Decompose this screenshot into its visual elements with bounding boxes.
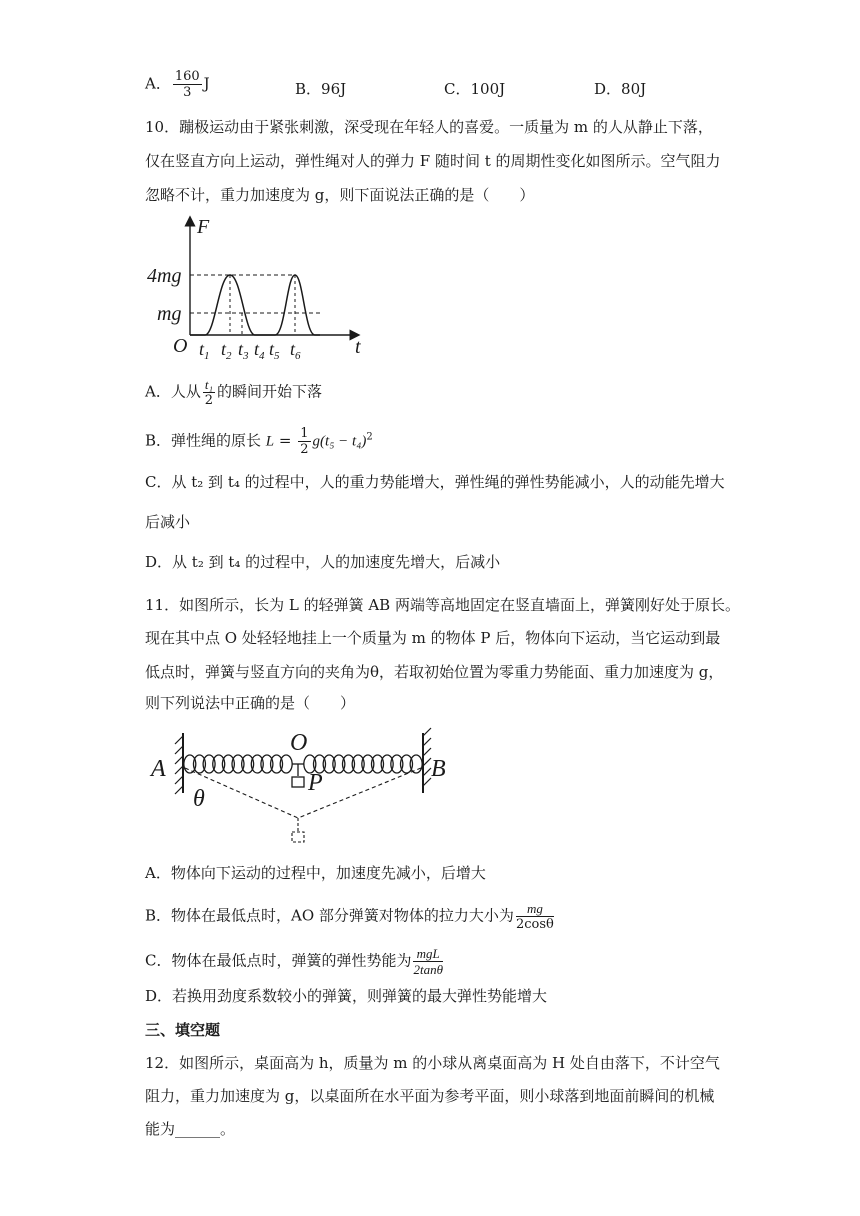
q10-option-b-fraction: [298, 427, 310, 456]
q11-option-b-pre: B．物体在最低点时，AO 部分弹簧对物体的拉力大小为: [145, 906, 514, 925]
q10-option-c-line-1[interactable]: C．从 t₂ 到 t₄ 的过程中，人的重力势能增大，弹性绳的弹性势能减小，人的动能先增大: [145, 473, 725, 491]
q11-label-theta: θ: [193, 786, 205, 812]
q10-graph-y-axis-label: F: [197, 216, 210, 238]
q11-left-wall-hatch: [175, 736, 183, 794]
q10-option-b[interactable]: [145, 427, 373, 456]
q11-label-p: P: [308, 770, 323, 796]
q10-graph-origin-label: O: [173, 335, 188, 357]
q10-graph-t4-label: $t_4$: [254, 339, 265, 362]
q10-option-b-square: 2: [366, 431, 373, 443]
q9-option-a-label: A．: [145, 74, 171, 93]
q11-option-d[interactable]: D．若换用劲度系数较小的弹簧，则弹簧的最大弹性势能增大: [145, 987, 548, 1005]
q10-graph-t5-label: $t_5$: [269, 339, 280, 362]
q9-option-d[interactable]: D．80J: [594, 80, 647, 98]
q11-option-c-pre: C．物体在最低点时，弹簧的弹性势能为: [145, 951, 412, 970]
q10-graph-x-axis-label: t: [355, 336, 361, 358]
q10-option-c-line-2: 后减小: [145, 513, 191, 531]
q9-option-c[interactable]: C．100J: [444, 80, 506, 98]
section-heading-fill-blank: 三、填空题: [145, 1021, 221, 1039]
q10-graph-mg-label: mg: [157, 303, 182, 325]
q10-graph-4mg-label: 4mg: [147, 265, 182, 287]
q11-option-c-numerator: mgL: [413, 947, 443, 962]
q11-option-c-denominator: 2tanθ: [413, 962, 443, 977]
q10-stem-line-2: 仅在竖直方向上运动，弹性绳对人的弹力 F 随时间 t 的周期性变化如图所示。空气阻力: [145, 152, 721, 170]
q10-graph-force-curve: [190, 275, 320, 335]
q10-option-b-denominator: 2: [300, 442, 309, 457]
q10-option-a-post: 的瞬间开始下落: [216, 382, 322, 401]
q11-stem-line-1: 11．如图所示，长为 L 的轻弹簧 AB 两端等高地固定在竖直墙面上，弹簧刚好处于原长。: [145, 596, 740, 614]
q10-stem-line-1: 10．蹦极运动由于紧张刺激，深受现在年轻人的喜爱。一质量为 m 的人从静止下落，: [145, 118, 713, 136]
q11-block-p: [292, 777, 304, 787]
q9-option-b[interactable]: B．96J: [295, 80, 347, 98]
q11-spring-figure: [145, 728, 465, 848]
q11-option-b-numerator: mg: [516, 902, 554, 917]
q10-option-a[interactable]: [145, 378, 322, 407]
q10-graph-t6-label: $t_6$: [290, 339, 301, 362]
q9-option-a[interactable]: [145, 70, 210, 99]
q11-label-a: A: [151, 756, 166, 782]
q10-option-d[interactable]: D．从 t₂ 到 t₄ 的过程中，人的加速度先增大，后减小: [145, 553, 501, 571]
q9-option-a-denominator: 3: [183, 85, 192, 100]
q12-stem-line-2: 阻力，重力加速度为 g，以桌面所在水平面为参考平面，则小球落到地面前瞬间的机械: [145, 1087, 715, 1105]
q11-right-wall-hatch: [423, 728, 431, 786]
q12-stem-line-3: 能为______。: [145, 1120, 236, 1138]
q9-option-a-unit: J: [203, 74, 210, 93]
q11-option-a[interactable]: A．物体向下运动的过程中，加速度先减小，后增大: [145, 864, 486, 882]
q10-option-a-pre: A．人从: [145, 382, 201, 401]
q10-option-a-denominator: 2: [204, 393, 214, 408]
q10-graph-t1-label: $t_1$: [199, 339, 210, 362]
q10-option-b-L: L: [265, 433, 275, 450]
q10-option-b-g: g: [312, 433, 321, 450]
q10-option-b-eq: =: [274, 431, 297, 450]
q10-force-time-graph: [145, 215, 375, 362]
q10-graph-t3-label: $t_3$: [238, 339, 249, 362]
q11-stem-line-2: 现在其中点 O 处轻轻地挂上一个质量为 m 的物体 P 后，物体向下运动，当它运动到最: [145, 629, 721, 647]
q9-option-a-fraction: [173, 70, 202, 99]
q10-option-a-fraction: [203, 378, 215, 407]
q10-option-b-numerator: 1: [300, 426, 309, 441]
q11-label-o: O: [290, 730, 308, 756]
q10-stem-line-3: 忽略不计，重力加速度为 g，则下面说法正确的是（ ）: [145, 186, 535, 204]
q10-graph-t2-label: $t_2$: [221, 339, 232, 362]
q11-stem-line-4: 则下列说法中正确的是（ ）: [145, 694, 356, 712]
q11-option-b-denominator: 2cosθ: [515, 917, 554, 932]
q11-option-b-fraction: [516, 902, 554, 931]
q9-option-a-numerator: 160: [174, 69, 200, 84]
q10-option-b-paren: (t₅ − t₄): [320, 433, 367, 450]
q12-stem-line-1: 12．如图所示，桌面高为 h，质量为 m 的小球从离桌面高为 H 处自由落下，不计空气: [145, 1054, 720, 1072]
q10-option-a-numerator: t₁: [204, 377, 213, 392]
q11-option-c[interactable]: [145, 947, 445, 976]
q11-dashed-block: [292, 832, 304, 842]
q10-option-b-pre: B．弹性绳的原长: [145, 431, 266, 450]
q11-stem-line-3: 低点时，弹簧与竖直方向的夹角为θ，若取初始位置为零重力势能面、重力加速度为 g，: [145, 663, 724, 681]
q11-option-b[interactable]: [145, 902, 556, 931]
q11-option-c-fraction: [413, 947, 443, 976]
q11-label-b: B: [431, 756, 446, 782]
